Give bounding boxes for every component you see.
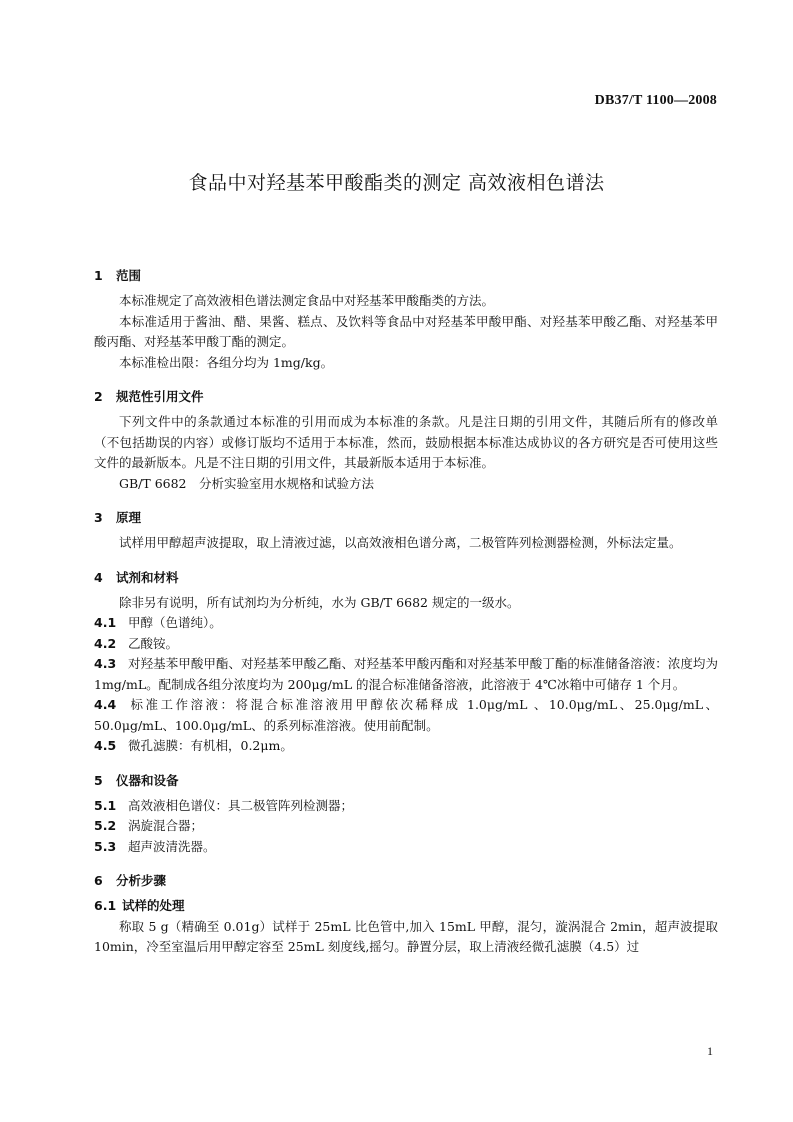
clause-number: 5.1 xyxy=(94,797,117,813)
document-body xyxy=(94,262,718,958)
clause-number: 4.5 xyxy=(94,738,117,753)
section-number: 5 xyxy=(94,772,103,788)
clause-item xyxy=(94,837,718,858)
clause-number: 4.4 xyxy=(94,697,117,712)
clause-item xyxy=(94,736,718,757)
clause-text: 对羟基苯甲酸甲酯、对羟基苯甲酸乙酯、对羟基苯甲酸丙酯和对羟基苯甲酸丁酯的标准储备溶液：浓度均为 1mg/mL。配制成各组分浓度均为 200μg/mL 的混合标准储备溶液，此溶液于 4℃冰箱中可储存 1 个月。 xyxy=(94,656,718,692)
section-number: 2 xyxy=(94,389,103,404)
clause-number: 4.1 xyxy=(94,615,117,630)
clause-text: 标准工作溶液：将混合标准溶液用甲醇依次稀释成 1.0μg/mL 、10.0μg/mL、25.0μg/mL、50.0μg/mL、100.0μg/mL、的系列标准溶液。使用前配制。 xyxy=(94,697,718,733)
paragraph: 下列文件中的条款通过本标准的引用而成为本标准的条款。凡是注日期的引用文件，其随后所有的修改单（不包括勘误的内容）或修订版均不适用于本标准，然而，鼓励根据本标准达成协议的各方研究是否可使用这些文件的最新版本。凡是不注日期的引用文件，其最新版本适用于本标准。 xyxy=(94,414,718,470)
paragraph: 试样用甲醇超声波提取，取上清液过滤，以高效液相色谱分离，二极管阵列检测器检测，外标法定量。 xyxy=(119,535,682,550)
section-heading-procedure xyxy=(94,871,718,891)
paragraph: 除非另有说明，所有试剂均为分析纯，水为 GB/T 6682 规定的一级水。 xyxy=(119,594,520,610)
section-heading-apparatus xyxy=(94,771,718,791)
clause-text: 超声波清洗器。 xyxy=(128,838,216,854)
reference-entry: GB/T 6682 分析实验室用水规格和试验方法 xyxy=(119,475,375,491)
clause-text: 高效液相色谱仪：具二极管阵列检测器； xyxy=(128,797,354,813)
section-title: 范围 xyxy=(116,268,142,283)
subsection-heading-sample-treatment xyxy=(94,896,718,917)
clause-item xyxy=(94,654,718,695)
section-title: 规范性引用文件 xyxy=(116,389,204,404)
section-title: 分析步骤 xyxy=(116,873,167,888)
section-number: 4 xyxy=(94,569,103,585)
subsection-number: 6.1 xyxy=(94,898,117,913)
section-heading-normative-references xyxy=(94,387,718,407)
paragraph: 称取 5 g（精确至 0.01g）试样于 25mL 比色管中,加入 15mL 甲醇，混匀，漩涡混合 2min，超声波提取 10min，冷至室温后用甲醇定容至 25mL 刻度线,摇匀。静置分层，取上清液经微孔滤膜（4.5）过 xyxy=(94,918,718,954)
paragraph: 本标准规定了高效液相色谱法测定食品中对羟基苯甲酸酯类的方法。 xyxy=(119,293,495,308)
clause-number: 5.2 xyxy=(94,818,117,833)
clause-number: 5.3 xyxy=(94,838,117,854)
clause-text: 涡旋混合器； xyxy=(128,818,204,833)
clause-text: 乙酸铵。 xyxy=(128,635,179,651)
section-number: 1 xyxy=(94,268,103,283)
clause-item xyxy=(94,796,718,817)
section-title: 仪器和设备 xyxy=(116,772,179,788)
clause-item xyxy=(94,816,718,837)
clause-text: 微孔滤膜：有机相，0.2μm。 xyxy=(128,738,293,753)
clause-number: 4.3 xyxy=(94,656,117,671)
section-heading-reagents xyxy=(94,568,718,588)
section-number: 6 xyxy=(94,873,103,888)
clause-item xyxy=(94,634,718,655)
paragraph: 本标准适用于酱油、醋、果酱、糕点、及饮料等食品中对羟基苯甲酸甲酯、对羟基苯甲酸乙酯、对羟基苯甲酸丙酯、对羟基苯甲酸丁酯的测定。 xyxy=(94,313,718,349)
clause-item xyxy=(94,695,718,736)
section-title: 试剂和材料 xyxy=(116,569,179,585)
document-title: 食品中对羟基苯甲酸酯类的测定 高效液相色谱法 xyxy=(188,172,605,194)
page-number: 1 xyxy=(707,1044,713,1058)
paragraph: 本标准检出限：各组分均为 1mg/kg。 xyxy=(119,354,334,370)
standard-number: DB37/T 1100—2008 xyxy=(594,93,717,108)
subsection-title: 试样的处理 xyxy=(122,898,185,913)
section-heading-principle xyxy=(94,508,718,528)
section-heading-scope xyxy=(94,266,718,286)
clause-text: 甲醇（色谱纯）。 xyxy=(128,615,222,630)
section-title: 原理 xyxy=(116,510,142,525)
clause-item xyxy=(94,613,718,634)
clause-number: 4.2 xyxy=(94,635,117,651)
section-number: 3 xyxy=(94,510,103,525)
